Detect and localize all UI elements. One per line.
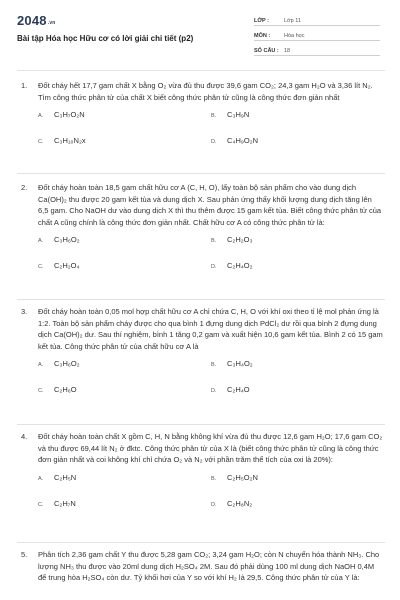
meta-value: 18	[284, 48, 291, 54]
question-5	[17, 549, 385, 584]
option-letter: A.	[38, 362, 44, 369]
option-b[interactable]	[211, 109, 381, 123]
option-text: C₂H₈N₂	[227, 498, 253, 508]
answer-options	[38, 109, 383, 155]
option-d[interactable]	[211, 260, 381, 274]
answer-options	[38, 472, 383, 518]
divider	[17, 424, 385, 425]
logo-text: 2048	[17, 13, 47, 28]
option-c[interactable]	[38, 260, 208, 274]
option-a[interactable]	[38, 109, 208, 123]
divider	[17, 299, 385, 300]
option-letter: B.	[211, 475, 217, 482]
option-letter: B.	[211, 113, 217, 120]
option-text: C₂H₅O₂N	[227, 472, 258, 482]
option-text: C₂H₄O	[227, 385, 250, 395]
option-text: C₃H₆O₂	[54, 235, 80, 245]
option-letter: C.	[38, 501, 44, 508]
option-d[interactable]	[211, 135, 381, 149]
answer-options	[38, 358, 383, 404]
option-text: C₂H₇N	[54, 498, 76, 508]
option-c[interactable]	[38, 498, 208, 512]
meta-label: SỐ CÂU :	[254, 48, 279, 54]
question-1	[17, 80, 385, 155]
question-number: 5.	[21, 550, 28, 559]
meta-label: MÔN :	[254, 33, 271, 39]
meta-label: LỚP :	[254, 18, 269, 24]
question-number: 4.	[21, 432, 28, 441]
question-text: Đốt cháy hoàn toàn 18,5 gam chất hữu cơ A (C, H, O), lấy toàn bộ sản phẩm cho vào dung dịch Ca(OH)₂ thu được 20 gam kết tủa và dung dịch X. Sau phản ứng thấy khối lượng dung dịch tăng lên 6,5 gam. Cho NaOH dư vào dung dịch X thì thu thêm được 15 gam kết tủa. Biết công thức phân tử của chất A cũng chính là công thức đơn giản nhất. Chất hữu cơ A có công thức phân tử là:	[38, 183, 382, 227]
option-text: C₃H₆O₂	[54, 359, 80, 369]
question-3	[17, 306, 385, 404]
logo-suffix: .vn	[47, 20, 56, 26]
option-letter: C.	[38, 388, 44, 395]
option-text: C₂H₆O	[54, 385, 77, 395]
meta-row-count	[254, 43, 380, 56]
option-text: C₃H₁₀N₂x	[54, 136, 86, 146]
site-logo[interactable]	[17, 13, 56, 28]
option-text: C₃H₄O₂	[227, 359, 253, 369]
page-title: Bài tập Hóa học Hữu cơ có lời giải chi tiết (p2)	[17, 34, 194, 43]
option-b[interactable]	[211, 234, 381, 248]
option-c[interactable]	[38, 135, 208, 149]
divider	[17, 70, 385, 71]
meta-value: Hóa học	[284, 33, 305, 39]
question-number: 1.	[21, 81, 28, 90]
meta-value: Lớp 11	[284, 18, 301, 24]
option-letter: C.	[38, 264, 44, 271]
question-text: Đốt cháy hoàn toàn chất X gồm C, H, N bằng không khí vừa đủ thu được 12,6 gam H₂O; 17,6 gam CO₂ và thu được 69,44 lít N₂ ở đktc. Công thức phân tử của X là (biết công thức phân tử cũng là công thức đơn giản nhất và coi không khí chỉ chứa O₂ và N₂ với phần trăm thể tích của oxi là 20%):	[38, 432, 383, 465]
option-d[interactable]	[211, 498, 381, 512]
option-d[interactable]	[211, 384, 381, 398]
option-c[interactable]	[38, 384, 208, 398]
option-letter: D.	[211, 388, 217, 395]
answer-options	[38, 234, 383, 280]
option-text: C₃H₉N	[227, 110, 250, 120]
option-letter: A.	[38, 113, 44, 120]
question-4	[17, 431, 385, 518]
question-number: 2.	[21, 183, 28, 192]
meta-row-grade	[254, 13, 380, 26]
option-letter: A.	[38, 475, 44, 482]
option-text: C₂H₂O₃	[227, 235, 253, 245]
option-a[interactable]	[38, 358, 208, 372]
question-text: Đốt cháy hoàn toàn 0,05 mol hợp chất hữu cơ A chỉ chứa C, H, O với khí oxi theo tỉ lệ mol phản ứng là 1:2. Toàn bộ sản phẩm cháy được cho qua bình 1 đựng dung dịch PdCl₂ dư rồi qua bình 2 đựng dung dịch Ca(OH)₂ dư. Sau thí nghiệm, bình 1 tăng 0,2 gam và xuất hiện 10,6 gam kết tủa. Bình 2 có 15 gam kết tủa. Công thức phân tử của chất hữu cơ A là	[38, 307, 383, 351]
meta-row-subject	[254, 28, 380, 41]
question-2	[17, 182, 385, 280]
question-text: Đốt cháy hết 17,7 gam chất X bằng O₂ vừa đủ thu được 39,6 gam CO₂; 24,3 gam H₂O và 3,36 lít N₂. Tìm công thức phân tử của chất X biết công thức phân tử cũng là công thức đơn giản nhất	[38, 81, 373, 102]
divider	[17, 542, 385, 543]
option-letter: B.	[211, 362, 217, 369]
option-text: C₂H₅N	[54, 472, 77, 482]
divider	[17, 173, 385, 174]
option-text: C₄H₉O₂N	[227, 136, 259, 146]
option-letter: B.	[211, 238, 217, 245]
option-letter: D.	[211, 501, 217, 508]
question-number: 3.	[21, 307, 28, 316]
option-letter: A.	[38, 238, 44, 245]
option-text: C₂H₂O₄	[54, 261, 80, 271]
option-letter: C.	[38, 139, 44, 146]
option-text: C₂H₄O₂	[227, 261, 253, 271]
option-letter: D.	[211, 139, 217, 146]
option-a[interactable]	[38, 234, 208, 248]
option-text: C₃H₇O₂N	[54, 110, 85, 120]
option-a[interactable]	[38, 472, 208, 486]
option-letter: D.	[211, 264, 217, 271]
question-text: Phân tích 2,36 gam chất Y thu được 5,28 gam CO₂; 3,24 gam H₂O; còn N chuyển hóa thành NH₃. Cho lượng NH₃ thu được vào 20ml dung dịch H₂SO₄ 2M. Sau đó phải dùng 100 ml dung dịch NaOH 0,4M để trung hòa H₂SO₄ còn dư. Tỷ khối hơi của Y so với khí H₂ là 29,5. Công thức phân tử của Y là:	[38, 550, 380, 583]
meta-info	[254, 13, 380, 58]
option-b[interactable]	[211, 358, 381, 372]
option-b[interactable]	[211, 472, 381, 486]
